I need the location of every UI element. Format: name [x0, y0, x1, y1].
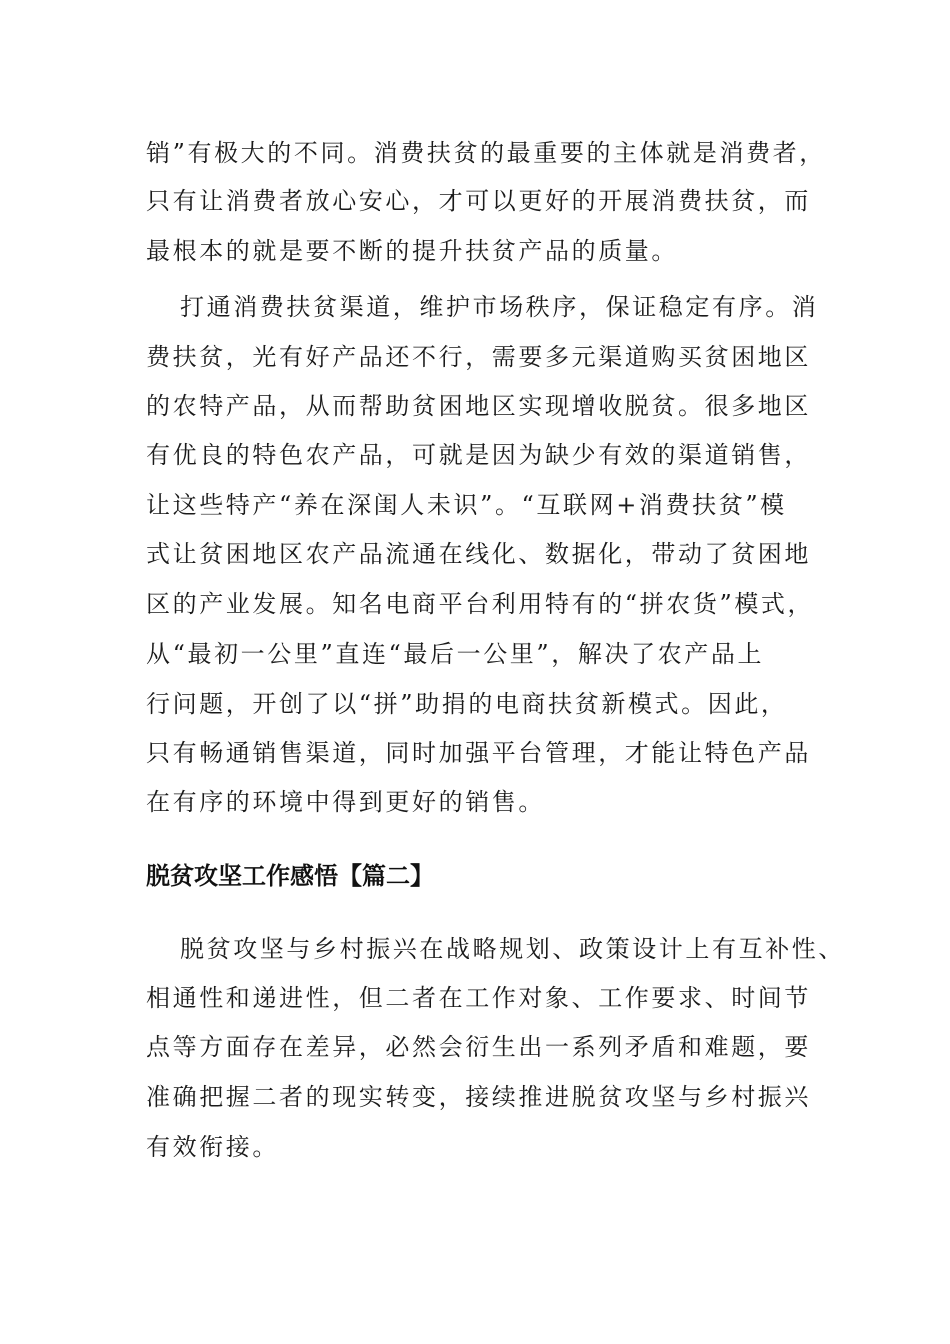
paragraph-2-line-10: 只有畅通销售渠道，同时加强平台管理，才能让特色产品 — [146, 739, 811, 767]
paragraph-1-line-1: 销”有极大的不同。消费扶贫的最重要的主体就是消费者， — [146, 139, 826, 167]
section-heading: 脱贫攻坚工作感悟【篇二】 — [146, 862, 434, 890]
paragraph-2-line-1: 打通消费扶贫渠道，维护市场秩序，保证稳定有序。消 — [180, 293, 819, 321]
paragraph-1-line-2: 只有让消费者放心安心，才可以更好的开展消费扶贫，而 — [146, 187, 811, 215]
paragraph-2-line-2: 费扶贫，光有好产品还不行，需要多元渠道购买贫困地区 — [146, 343, 811, 371]
paragraph-2-line-8: 从“最初一公里”直连“最后一公里”，解决了农产品上 — [146, 640, 765, 668]
paragraph-2-line-5: 让这些特产“养在深闺人未识”。“互联网+消费扶贫”模 — [146, 491, 787, 519]
section-paragraph-line-3: 点等方面存在差异，必然会衍生出一系列矛盾和难题，要 — [146, 1033, 811, 1061]
section-paragraph-line-2: 相通性和递进性，但二者在工作对象、工作要求、时间节 — [146, 984, 811, 1012]
paragraph-2-line-9: 行问题，开创了以“拼”助捐的电商扶贫新模式。因此， — [146, 690, 788, 718]
section-paragraph-line-1: 脱贫攻坚与乡村振兴在战略规划、政策设计上有互补性、 — [180, 935, 845, 963]
section-paragraph-line-4: 准确把握二者的现实转变，接续推进脱贫攻坚与乡村振兴 — [146, 1083, 811, 1111]
paragraph-2-line-4: 有优良的特色农产品，可就是因为缺少有效的渠道销售， — [146, 441, 811, 469]
paragraph-2-line-11: 在有序的环境中得到更好的销售。 — [146, 788, 545, 816]
paragraph-2-line-7: 区的产业发展。知名电商平台利用特有的“拼农货”模式， — [146, 590, 815, 618]
section-paragraph-line-5: 有效衔接。 — [146, 1133, 279, 1161]
paragraph-2-line-3: 的农特产品，从而帮助贫困地区实现增收脱贫。很多地区 — [146, 392, 811, 420]
paragraph-1-line-3: 最根本的就是要不断的提升扶贫产品的质量。 — [146, 237, 678, 265]
paragraph-2-line-6: 式让贫困地区农产品流通在线化、数据化，带动了贫困地 — [146, 540, 811, 568]
